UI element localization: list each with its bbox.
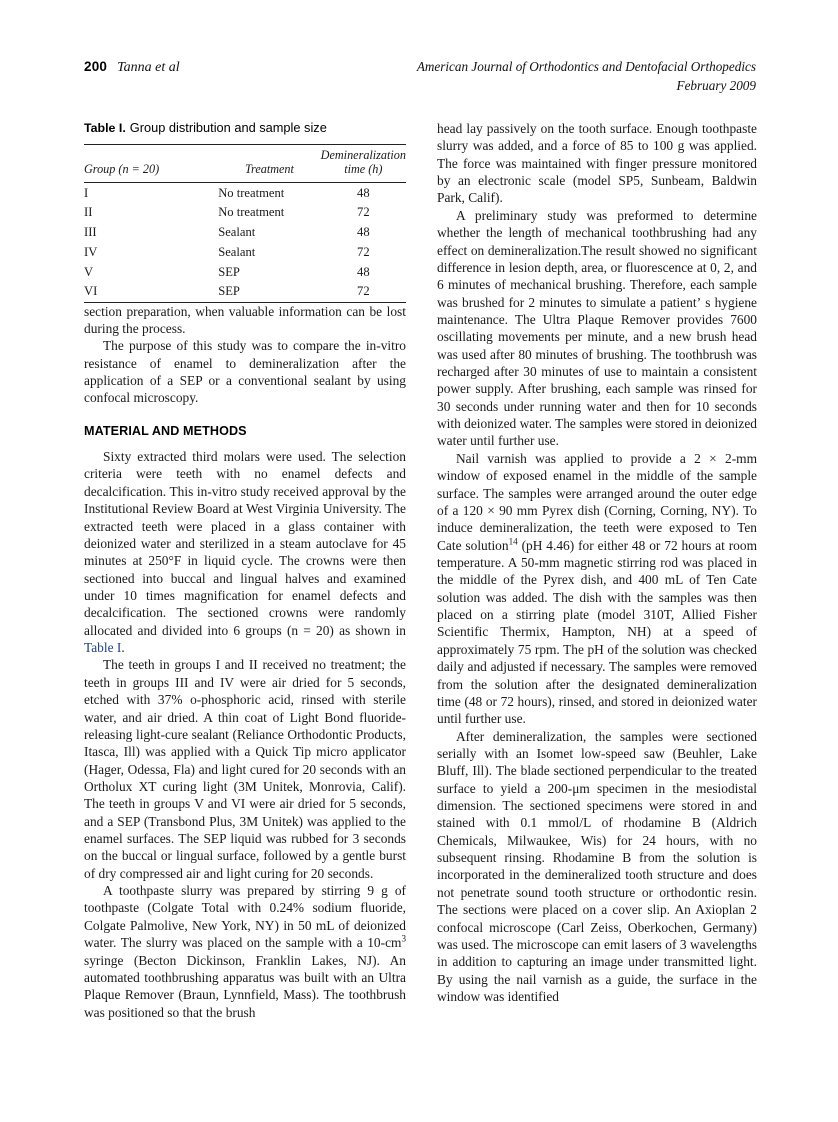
cell-treatment: SEP <box>218 284 240 299</box>
paragraph-right-3 <box>437 450 757 728</box>
paragraph-methods-1-tail: . <box>121 640 125 656</box>
table-cross-reference-link[interactable]: Table I <box>84 640 122 656</box>
cell-group: I <box>84 185 89 200</box>
table-row <box>84 242 406 262</box>
table-row <box>84 203 406 223</box>
table-1 <box>84 120 406 303</box>
cell-time: 72 <box>357 244 370 259</box>
table-head <box>84 144 406 183</box>
section-heading-material-and-methods: MATERIAL AND METHODS <box>84 423 247 438</box>
superscript-cubic: 3 <box>401 933 406 944</box>
paragraph-methods-3-tail: syringe (Becton Dickinson, Franklin Lakes, NJ). An automated toothbrushing apparatus was built with an Ultra Plaque Remover (Braun, Lynnfield, Mass). The toothbrush was positioned so that the brush <box>84 952 406 1020</box>
column-header-line2: time (h) <box>344 162 383 177</box>
cell-time: 48 <box>357 225 370 240</box>
column-header-treatment: Treatment <box>244 162 294 177</box>
cell-group: II <box>84 205 93 220</box>
cell-group: IV <box>84 244 98 259</box>
cell-treatment: Sealant <box>218 225 256 240</box>
column-header-group: Group (n = 20) <box>84 162 160 177</box>
cell-time: 48 <box>357 264 370 279</box>
issue-date: February 2009 <box>676 77 756 93</box>
table-row <box>84 262 406 282</box>
running-head-authors: Tanna et al <box>117 60 180 75</box>
cell-treatment: No treatment <box>218 185 285 200</box>
table-row <box>84 223 406 243</box>
table-header-row <box>84 144 406 183</box>
paragraph-methods-1-text: Sixty extracted third molars were used. The selection criteria were teeth with no enamel defects and decalcification. This in-vitro study received approval by the Institutional Review Board at West Virginia University. The extracted teeth were placed in a glass container with deionized water and sterilized in a steam autoclave for 45 minutes at 250°F in liquid cycle. The crowns were then sectioned into buccal and lingual halves and examined under 10 times magnification for enamel defects and decalcification. The sectioned crowns were randomly allocated and divided into 6 groups (n = 20) as shown in <box>84 449 406 638</box>
paragraph-right-1: head lay passively on the tooth surface. Enough toothpaste slurry was added, and a force of 85 to 100 g was applied. The force was maintained with finger pressure monitored by an electronic scale (model SP5, Sunbeam, Baldwin Park, Calif). <box>437 121 757 206</box>
citation-reference-14[interactable]: 14 <box>508 536 518 547</box>
left-column <box>84 120 406 1021</box>
cell-group: III <box>84 225 97 240</box>
running-head <box>84 58 756 102</box>
cell-group: VI <box>84 284 98 299</box>
cell-treatment: Sealant <box>218 244 256 259</box>
paragraph-right-3-tail: (pH 4.46) for either 48 or 72 hours at room temperature. A 50-mm magnetic stirring rod was placed in the middle of the Pyrex dish, and 400 mL of Ten Cate solution was added. The dish with the samples was then placed on a stirring plate (model 310T, Allied Fisher Scientific Thermix, Hampton, NH) at a speed of approximately 75 rpm. The pH of the solution was checked daily and adjusted if necessary. The samples were removed from the solution after the designated demineralization time (48 or 72 hours), rinsed, and stored in deionized water until further use. <box>437 537 757 727</box>
running-head-left <box>84 58 180 76</box>
table-row <box>84 183 406 203</box>
paragraph-methods-3 <box>84 882 406 1021</box>
table-caption <box>84 120 406 137</box>
table-label: Table I. <box>84 121 126 135</box>
table-title: Group distribution and sample size <box>129 120 327 135</box>
paragraph-methods-3-text: A toothpaste slurry was prepared by stirring 9 g of toothpaste (Colgate Total with 0.24% sodium fluoride, Colgate Palmolive, New York, NY) in 50 mL of deionized water. The slurry was placed on the sample with a 10-cm <box>84 883 406 951</box>
column-header-demineralization-time <box>321 144 406 183</box>
group-distribution-table <box>84 144 406 303</box>
paragraph-right-3-text: Nail varnish was applied to provide a 2 × 2-mm window of exposed enamel in the middle of the sample surface. The samples were arranged around the outer edge of a 120 × 90 mm Pyrex dish (Corning, Corning, NY). To induce demineralization, the teeth were exposed to Ten Cate solution <box>437 450 757 553</box>
table-row <box>84 282 406 302</box>
running-head-right <box>417 58 756 95</box>
cell-group: V <box>84 264 94 279</box>
right-column <box>437 120 757 1005</box>
cell-time: 48 <box>357 185 370 200</box>
page-number: 200 <box>84 59 108 74</box>
column-header-line1: Demineralization <box>320 147 406 162</box>
paragraph-right-4: After demineralization, the samples were sectioned serially with an Isomet low-speed saw (Beuhler, Lake Bluff, Ill). The blade sectioned perpendicular to the treated surface to yield a 200-μm specimen in the mesiodistal dimension. The sectioned specimens were stored in and stained with 0.1 mmol/L of rhodamine B (Aldrich Chemicals, Milwaukee, Wis) for 24 hours, with no subsequent rinsing. Rhodamine B from the solution is incorporated in the demineralized tooth structure and does not penetrate sound tooth structure or orthodontic resin. The sections were placed on a cover slip. An Axioplan 2 confocal microscope (Carl Zeiss, Oberkochen, Germany) was used. The microscope can emit lasers of 3 wavelengths in addition to capturing an image under transmitted light. By using the nail varnish as a guide, the surface in the window was identified <box>437 728 757 1004</box>
cell-treatment: No treatment <box>218 205 285 220</box>
cell-time: 72 <box>357 205 370 220</box>
table-body <box>84 183 406 302</box>
paragraph-right-2: A preliminary study was preformed to determine whether the length of mechanical toothbrushing had any effect on demineralization.The result showed no significant difference in lesion depth, area, or fluorescence at 0, 2, and 6 minutes of mechanical brushing. Therefore, each sample was brushed for 2 minutes to simulate a patientʼ s hygiene maintenance. The Ultra Plaque Remover provides 7600 oscillating movements per minute, and a new brush head was used after 80 minutes of brushing. The toothbrush was recharged after 30 minutes of use to maintain a consistent power supply. After brushing, each sample was rinsed for 30 seconds under running water and then for 10 seconds with deionized water. The samples were stored in deionized water until further use. <box>437 207 757 449</box>
cell-time: 72 <box>357 284 370 299</box>
paragraph-continued: section preparation, when valuable information can be lost during the process. <box>84 303 406 337</box>
paragraph-methods-2: The teeth in groups I and II received no treatment; the teeth in groups III and IV were air dried for 5 seconds, etched with 37% o-phosphoric acid, rinsed with sterile water, and air dried. A thin coat of Light Bond fluoride-releasing light-cure sealant (Reliance Orthodontic Products, Itasca, Ill) was applied with a Quick Tip micro applicator (Hager, Odessa, Fla) and light cured for 20 seconds with an Ortholux XT curing light (3M Unitek, Monrovia, Calif). The teeth in groups V and VI were air dried for 5 seconds, and a SEP (Transbond Plus, 3M Unitek) was applied to the enamel surfaces. The SEP liquid was rubbed for 3 seconds on the buccal or lingual surface, followed by a gentle burst of dry compressed air and light curing for 20 seconds. <box>84 657 406 881</box>
paragraph-methods-1 <box>84 448 406 656</box>
journal-title: American Journal of Orthodontics and Dentofacial Orthopedics <box>416 59 756 74</box>
cell-treatment: SEP <box>218 264 240 279</box>
paragraph-purpose: The purpose of this study was to compare the in-vitro resistance of enamel to demineralization after the application of a SEP or a conventional sealant by using confocal microscopy. <box>84 338 406 406</box>
